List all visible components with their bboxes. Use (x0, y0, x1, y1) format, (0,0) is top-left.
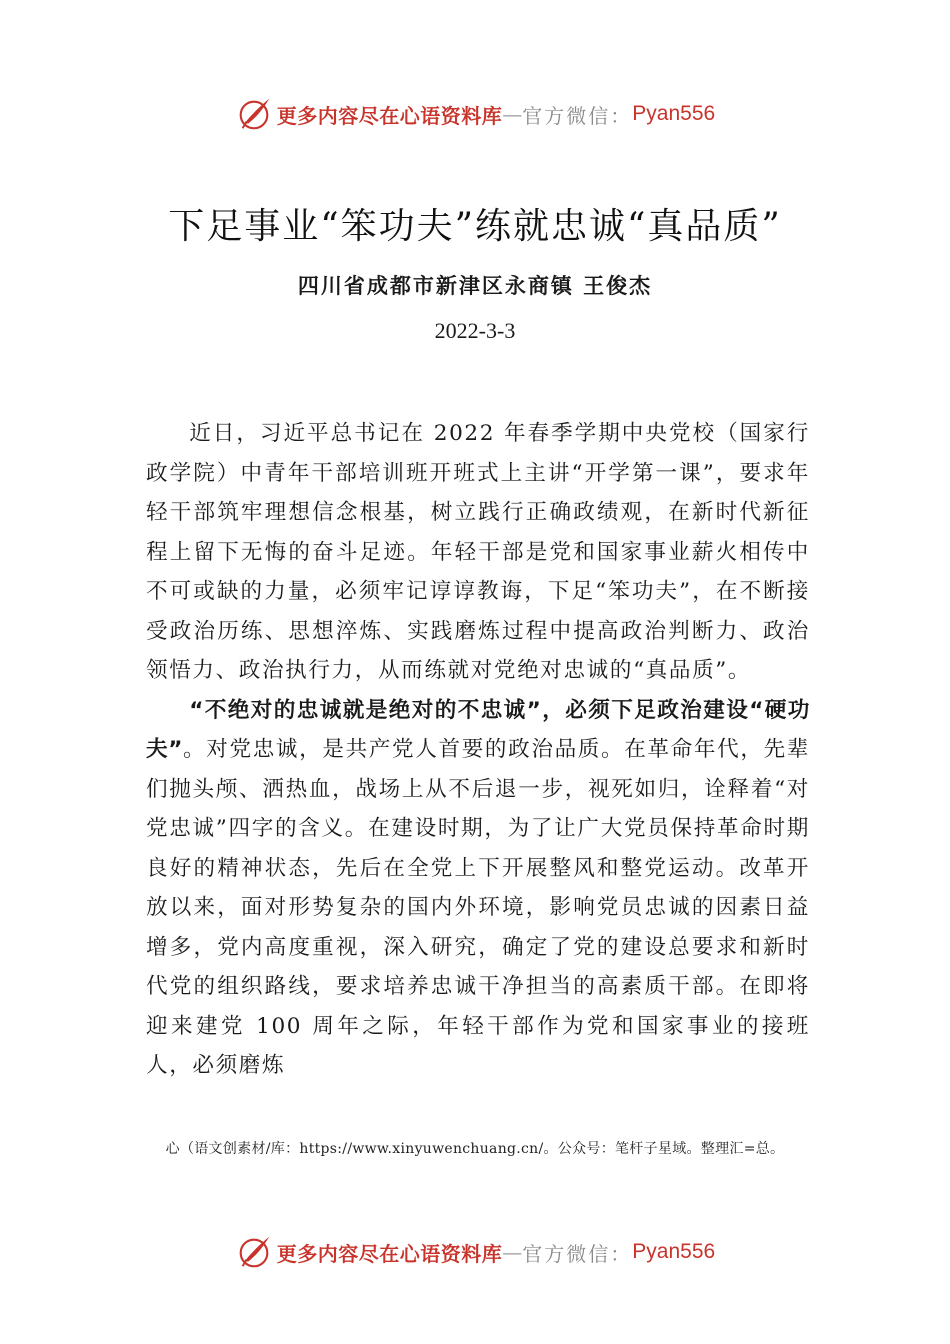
banner-wechat-label: 官方微信： (522, 1241, 633, 1266)
header-banner (0, 94, 950, 134)
source-watermark-line: 心（语文创素材/库：https://www.xinyuwenchuang.cn/。公众号：笔杆子星域。整理汇=总。 (165, 1141, 785, 1157)
article-title: 下足事业“笨功夫”练就忠诚“真品质” (168, 206, 782, 247)
banner-dash: — (502, 1240, 523, 1264)
banner-dash: — (502, 102, 523, 126)
banner-slogan: 更多内容尽在心语资料库 (276, 103, 503, 128)
banner-wechat-id: Pyan556 (632, 1240, 716, 1263)
article-author: 四川省成都市新津区永商镇 王俊杰 (297, 273, 653, 298)
quill-pen-logo-icon (235, 95, 273, 133)
paragraph-2-body: 。对党忠诚，是共产党人首要的政治品质。在革命年代，先辈们抛头颅、洒热血，战场上从不后退一步，视死如归，诠释着“对党忠诚”四字的含义。在建设时期，为了让广大党员保持革命时期良好的精神状态，先后在全党上下开展整风和整党运动。改革开放以来，面对形势复杂的国内外环境，影响党员忠诚的因素日益增多，党内高度重视，深入研究，确定了党的建设总要求和新时代党的组织路线，要求培养忠诚干净担当的高素质干部。在即将迎来建党 100 周年之际，年轻干部作为党和国家事业的接班人，必须磨炼 (146, 737, 810, 1078)
paragraph-2-lead: “不绝对的忠诚就是绝对的不忠诚”，必须下足政治建设“硬功夫” (146, 697, 810, 762)
quill-pen-logo-icon (235, 1233, 273, 1271)
article-date: 2022-3-3 (434, 318, 516, 343)
paragraph-1: 近日，习近平总书记在 2022 年春季学期中央党校（国家行政学院）中青年干部培训班开班式上主讲“开学第一课”，要求年轻干部筑牢理想信念根基，树立践行正确政绩观，在新时代新征程上留下无悔的奋斗足迹。年轻干部是党和国家事业薪火相传中不可或缺的力量，必须牢记谆谆教诲，下足“笨功夫”，在不断接受政治历练、思想淬炼、实践磨炼过程中提高政治判断力、政治领悟力、政治执行力，从而练就对党绝对忠诚的“真品质”。 (146, 421, 810, 683)
banner-slogan: 更多内容尽在心语资料库 (276, 1241, 503, 1266)
banner-wechat-id: Pyan556 (632, 102, 716, 125)
footer-banner (0, 1232, 950, 1272)
banner-wechat-label: 官方微信： (522, 103, 633, 128)
paragraph-2 (146, 691, 810, 1086)
article-body (146, 414, 810, 1086)
